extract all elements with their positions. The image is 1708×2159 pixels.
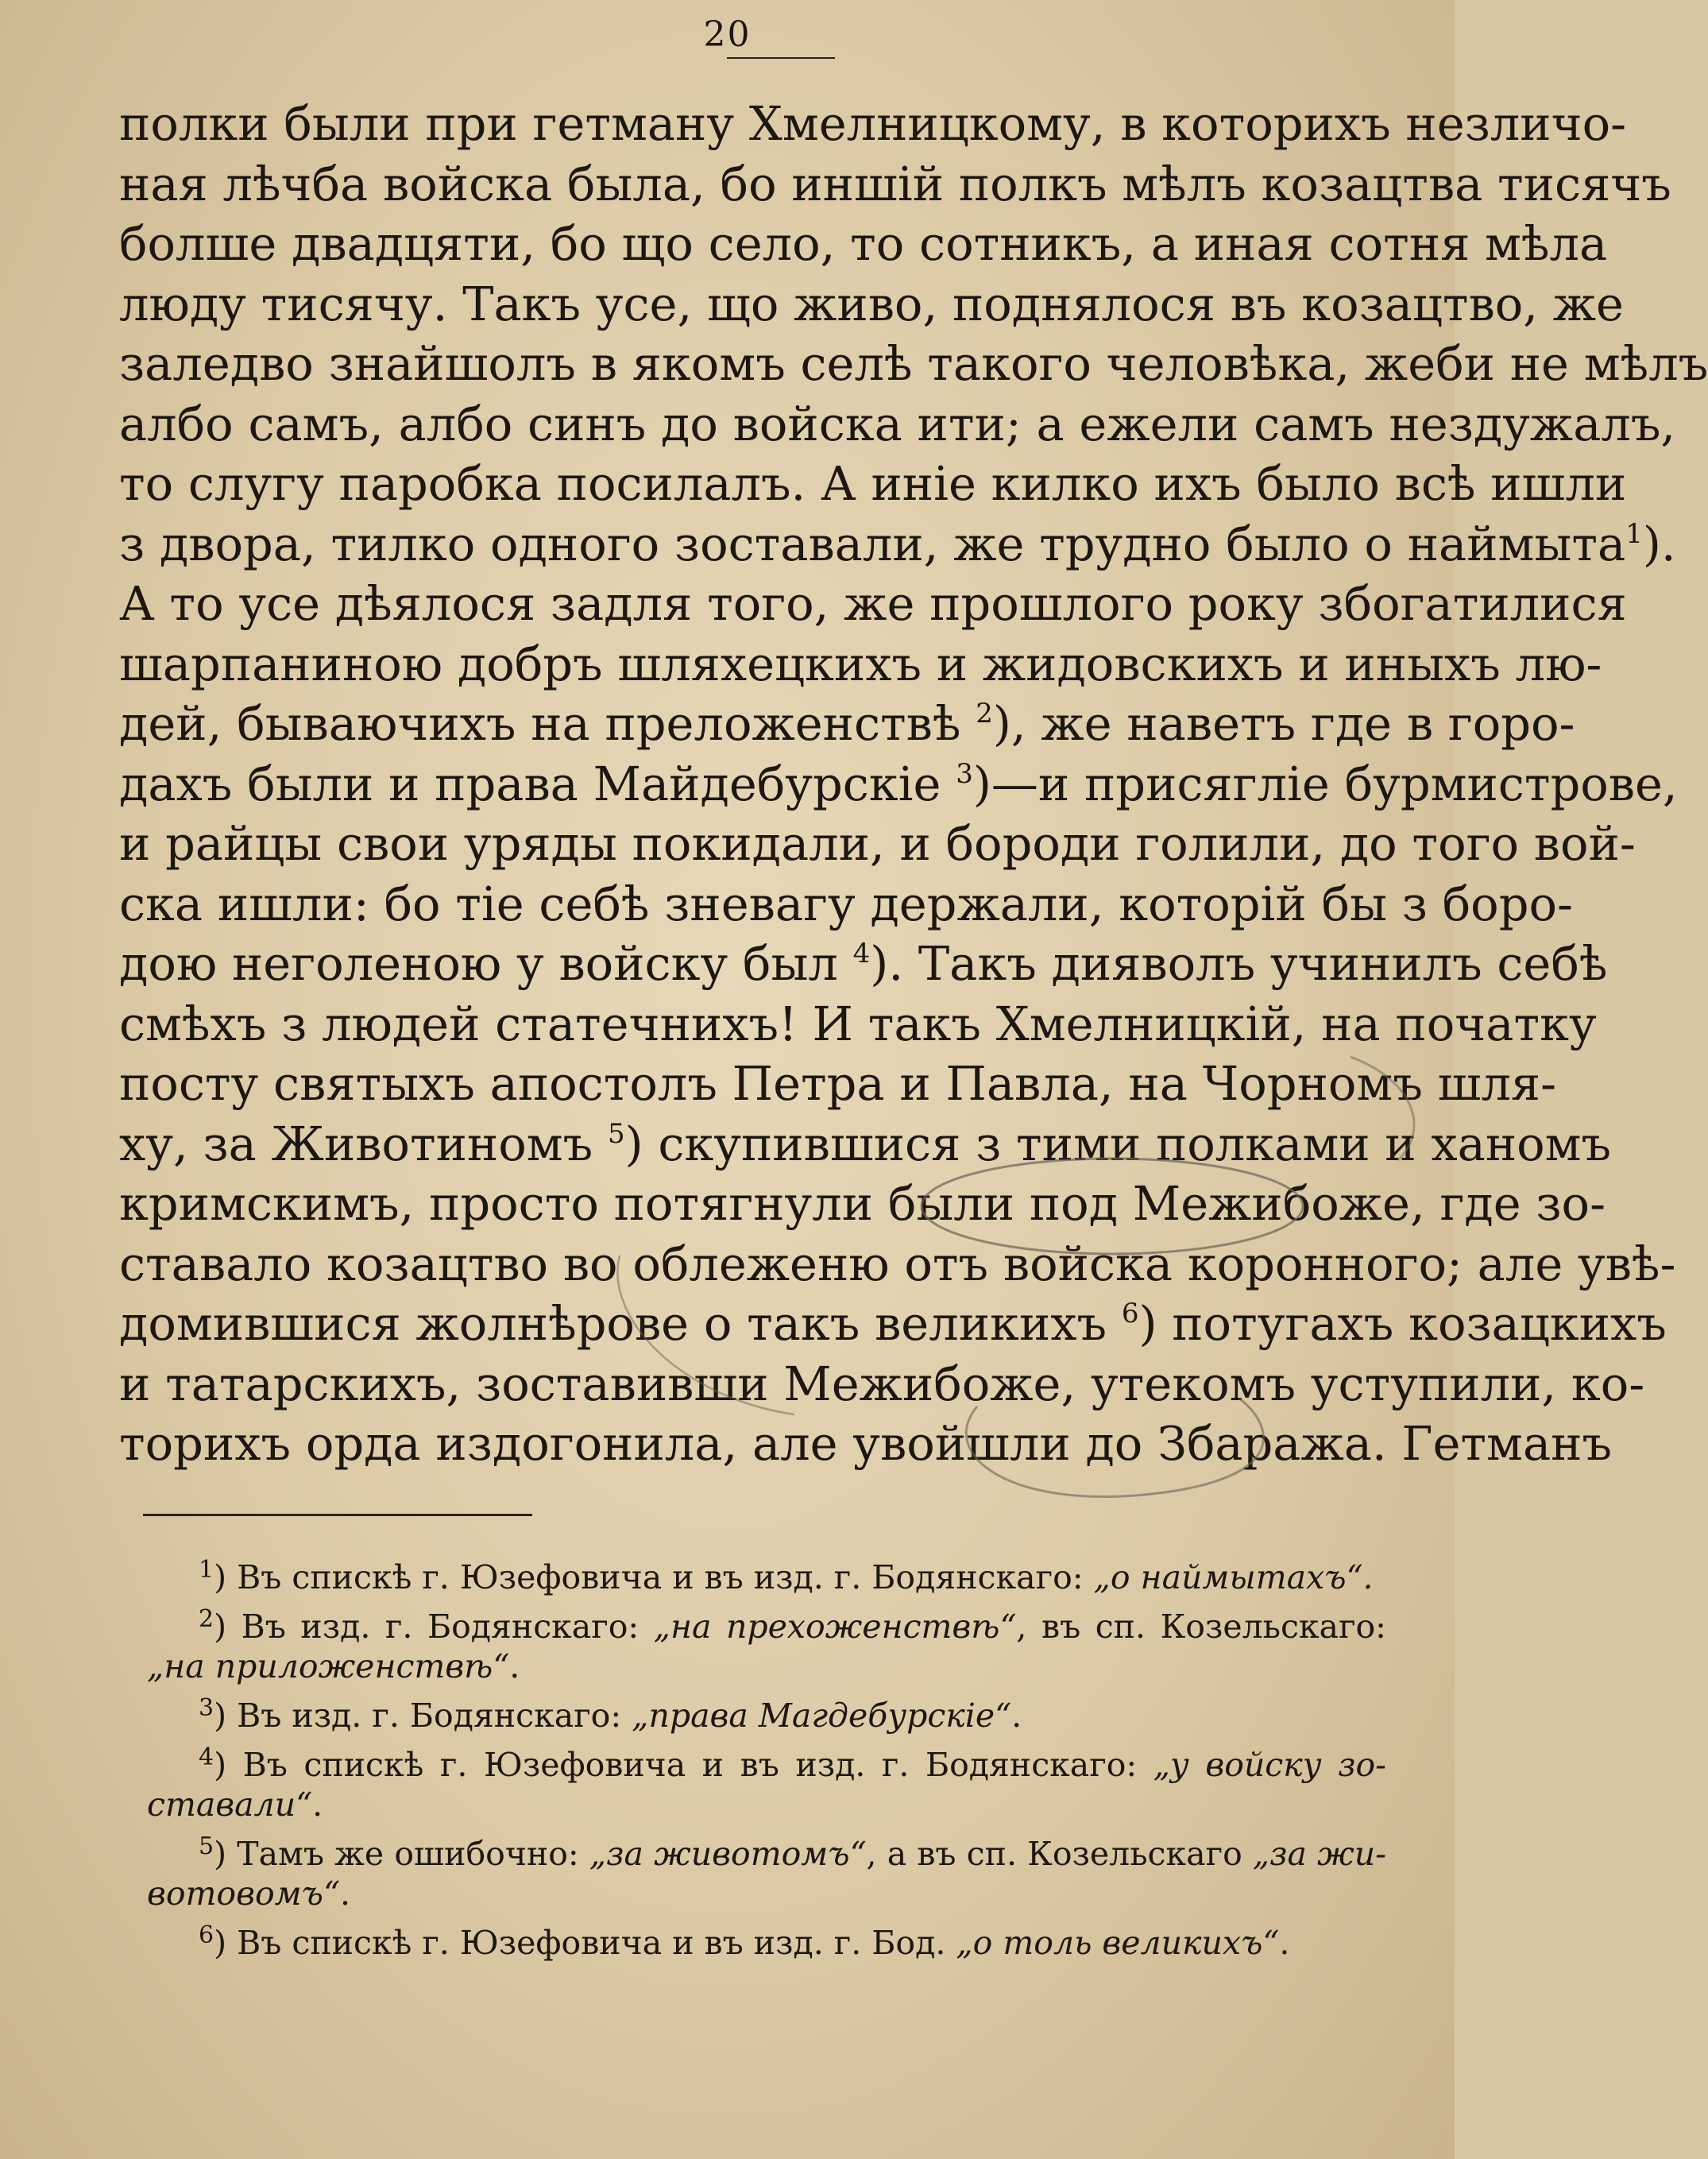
text-line-14: ска ишли: бо тіе себѣ зневагу держали, которій бы з боро- bbox=[119, 876, 1573, 931]
footnote-number: 2 bbox=[199, 1605, 214, 1633]
footnote-6 bbox=[147, 1923, 1386, 1963]
footnote-2-line bbox=[147, 1607, 1386, 1646]
text-line-4: люду тисячу. Такъ усе, що живо, поднялося въ козацтво, же bbox=[119, 276, 1624, 331]
text-line-9: А то усе дѣялося задля того, же прошлого року збогатилися bbox=[119, 576, 1627, 631]
footnote-text: ) Въ спискѣ г. Юзефовича и въ изд. г. Бодянскаго: bbox=[214, 1746, 1153, 1784]
footnote-quote: вотовомъ“ bbox=[147, 1875, 340, 1913]
text-line-19: кримскимъ, просто потягнули были под Межибоже, где зо- bbox=[119, 1176, 1606, 1231]
footnote-text-tail: . bbox=[509, 1647, 520, 1685]
text-line-12 bbox=[119, 754, 1678, 814]
text-line-15-end: ). Такъ дияволъ учинилъ себѣ bbox=[870, 936, 1608, 991]
footnote-ref-6: 6 bbox=[1121, 1298, 1139, 1329]
footnote-ref-5: 5 bbox=[607, 1117, 625, 1150]
footnote-text-tail: . bbox=[1279, 1924, 1290, 1962]
footnote-text: ) Въ спискѣ г. Юзефовича и въ изд. г. Бодянскаго: bbox=[214, 1558, 1094, 1596]
text-line-21 bbox=[119, 1294, 1667, 1354]
footnote-4 bbox=[147, 1745, 1386, 1824]
text-line-6: албо самъ, албо синъ до войска ити; а ежели самъ нездужалъ, bbox=[119, 396, 1676, 451]
text-line-18-end: ) скупившися з тими полками и ханомъ bbox=[624, 1116, 1612, 1171]
footnote-4-line bbox=[147, 1745, 1386, 1785]
page-number: 20 bbox=[703, 14, 752, 55]
footnote-3 bbox=[147, 1696, 1386, 1735]
footnote-text-tail: . bbox=[339, 1875, 350, 1913]
footnote-quote: „на прехоженствѣ“ bbox=[653, 1608, 1017, 1646]
footnote-4-cont bbox=[147, 1785, 1386, 1824]
footnote-6-line bbox=[147, 1923, 1386, 1963]
text-line-21-end: ) потугахъ козацкихъ bbox=[1138, 1296, 1667, 1351]
text-line-18 bbox=[119, 1114, 1612, 1174]
footnote-quote: „за животомъ“ bbox=[589, 1835, 867, 1873]
footnote-quote: „на приложенствѣ“ bbox=[147, 1647, 510, 1685]
text-line-8 bbox=[119, 514, 1676, 575]
footnote-ref-2: 2 bbox=[976, 698, 993, 729]
text-line-11-main: дей, бываючихъ на преложенствѣ bbox=[119, 696, 961, 751]
footnote-number: 4 bbox=[199, 1743, 214, 1771]
footnotes bbox=[147, 1557, 1386, 1972]
footnote-quote: „о наймытахъ“. bbox=[1093, 1558, 1374, 1596]
footnote-ref-3: 3 bbox=[956, 757, 973, 790]
footnote-5-line bbox=[147, 1834, 1386, 1874]
text-line-17: посту святыхъ апостолъ Петра и Павла, на Чорномъ шля- bbox=[119, 1056, 1557, 1111]
footnote-text-tail: . bbox=[312, 1786, 323, 1824]
page-number-rule bbox=[727, 57, 835, 59]
footnote-text: ) Тамъ же ошибочно: bbox=[214, 1835, 589, 1873]
footnote-ref-4: 4 bbox=[852, 938, 871, 969]
text-line-2: ная лѣчба войска была, бо иншій полкъ мѣлъ козацтва тисячъ bbox=[119, 156, 1671, 211]
text-line-8-end: ). bbox=[1642, 516, 1676, 571]
main-text bbox=[119, 94, 1708, 1474]
text-line-11 bbox=[119, 694, 1575, 754]
footnote-text-tail: . bbox=[1011, 1697, 1022, 1735]
text-line-12-end: )—и присягліе бурмистрове, bbox=[972, 756, 1678, 811]
footnote-number: 3 bbox=[199, 1694, 214, 1722]
footnote-number: 1 bbox=[199, 1556, 214, 1584]
text-line-5: заледво знайшолъ в якомъ селѣ такого человѣка, жеби не мѣлъ bbox=[119, 336, 1708, 391]
footnote-text: ) Въ спискѣ г. Юзефовича и въ изд. г. Бод. bbox=[214, 1924, 956, 1962]
footnote-3-line bbox=[147, 1696, 1386, 1735]
text-line-11-end: ), же наветъ где в горо- bbox=[992, 696, 1575, 751]
text-line-15-main: дою неголеною у войску был bbox=[119, 936, 838, 991]
footnote-2 bbox=[147, 1607, 1386, 1686]
footnote-quote-2: „за жи- bbox=[1252, 1835, 1386, 1873]
footnote-text-tail: , въ сп. Козельскаго: bbox=[1016, 1608, 1386, 1646]
footnote-5 bbox=[147, 1834, 1386, 1913]
text-line-18-main: ху, за Животиномъ bbox=[119, 1116, 593, 1171]
footnote-text-tail: , а въ сп. Козельскаго bbox=[866, 1835, 1253, 1873]
footnote-quote: „о толь великихъ“ bbox=[956, 1924, 1280, 1962]
footnote-5-cont bbox=[147, 1874, 1386, 1913]
footnote-rule bbox=[143, 1514, 532, 1516]
footnote-quote: ставали“ bbox=[147, 1786, 313, 1824]
footnote-text: ) Въ изд. г. Бодянскаго: bbox=[214, 1608, 654, 1646]
footnote-2-cont bbox=[147, 1646, 1386, 1686]
text-line-7: то слугу паробка посилалъ. А иніе килко ихъ было всѣ ишли bbox=[119, 456, 1627, 511]
footnote-ref-1: 1 bbox=[1625, 517, 1643, 550]
text-line-12-main: дахъ были и права Майдебурскіе bbox=[119, 756, 941, 811]
text-line-16: смѣхъ з людей статечнихъ! И такъ Хмелницкій, на початку bbox=[119, 996, 1597, 1051]
text-line-3: болше двадцяти, бо що село, то сотникъ, а иная сотня мѣла bbox=[119, 216, 1608, 271]
text-line-15 bbox=[119, 934, 1608, 994]
footnote-number: 6 bbox=[199, 1921, 214, 1949]
footnote-quote: „у войску зо- bbox=[1153, 1746, 1386, 1784]
footnote-1-line bbox=[147, 1557, 1386, 1597]
text-line-20: ставало козацтво во облеженю отъ войска коронного; але увѣ- bbox=[119, 1236, 1676, 1291]
footnote-1 bbox=[147, 1557, 1386, 1597]
text-line-21-main: домившися жолнѣрове о такъ великихъ bbox=[119, 1296, 1107, 1351]
text-line-1: полки были при гетману Хмелницкому, в которихъ незличо- bbox=[119, 96, 1627, 151]
footnote-quote: „права Магдебурскіе“ bbox=[632, 1697, 1012, 1735]
footnote-number: 5 bbox=[199, 1832, 214, 1860]
text-line-13: и райцы свои уряды покидали, и бороди голили, до того вой- bbox=[119, 816, 1636, 871]
text-line-23: торихъ орда издогонила, але увойшли до Збаража. Гетманъ bbox=[119, 1416, 1612, 1471]
text-line-22: и татарскихъ, зоставивши Межибоже, утекомъ уступили, ко- bbox=[119, 1356, 1645, 1411]
text-line-10: шарпаниною добръ шляхецкихъ и жидовскихъ и иныхъ лю- bbox=[119, 636, 1602, 691]
text-line-8-main: з двора, тилко одного зоставали, же трудно было о наймыта bbox=[119, 516, 1626, 571]
footnote-text: ) Въ изд. г. Бодянскаго: bbox=[214, 1697, 632, 1735]
